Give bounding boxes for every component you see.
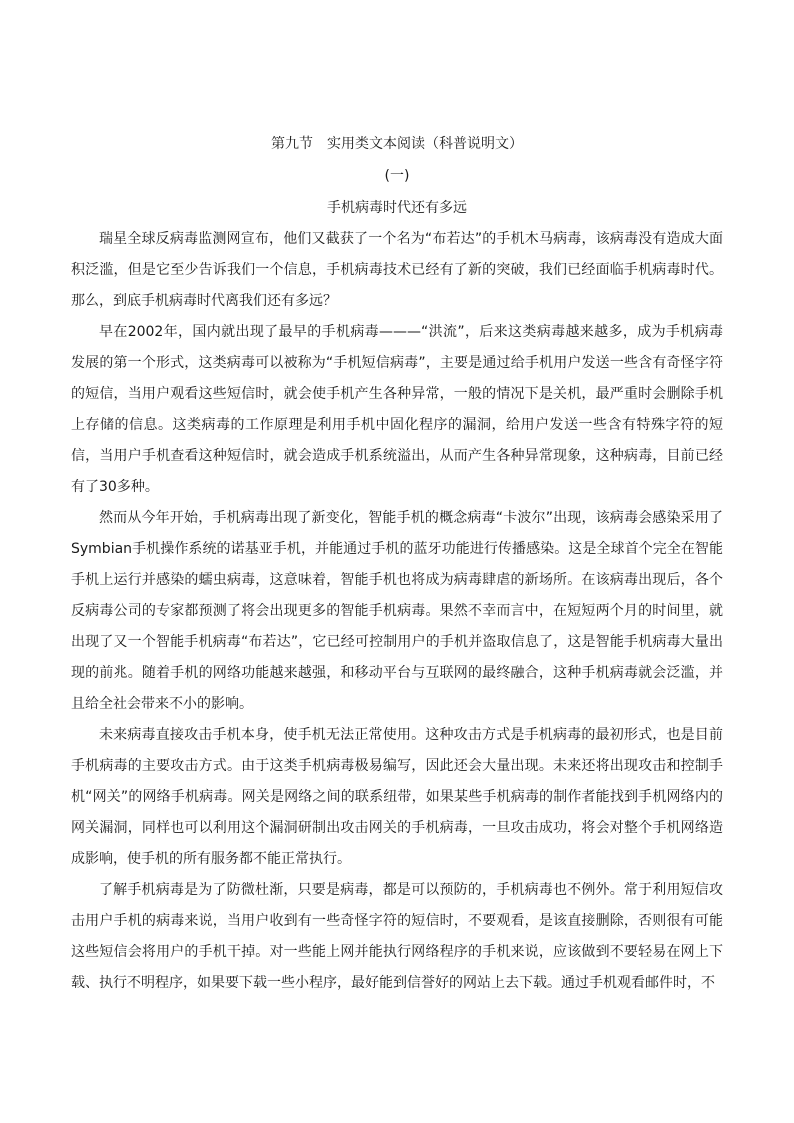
article-body — [71, 224, 723, 999]
paragraph-3: 然而从今年开始，手机病毒出现了新变化，智能手机的概念病毒“卡波尔”出现，该病毒会感染采用了Symbian手机操作系统的诺基亚手机，并能通过手机的蓝牙功能进行传播感染。这是全球首个完全在智能手机上运行并感染的蠕虫病毒，这意味着，智能手机也将成为病毒肆虐的新场所。在该病毒出现后，各个反病毒公司的专家都预测了将会出现更多的智能手机病毒。果然不幸而言中，在短短两个月的时间里，就出现了又一个智能手机病毒“布若达”，它已经可控制用户的手机并盗取信息了，这是智能手机病毒大量出现的前兆。随着手机的网络功能越来越强，和移动平台与互联网的最终融合，这种手机病毒就会泛滥，并且给全社会带来不小的影响。 — [71, 510, 723, 712]
section-heading — [71, 128, 723, 160]
part-label: (一) — [384, 168, 410, 184]
article-title: 手机病毒时代还有多远 — [327, 200, 467, 216]
paragraph-1: 瑞星全球反病毒监测网宣布，他们又截获了一个名为“布若达”的手机木马病毒，该病毒没有造成大面积泛滥，但是它至少告诉我们一个信息，手机病毒技术已经有了新的突破，我们已经面临手机病毒时代。那么，到底手机病毒时代离我们还有多远？ — [71, 231, 723, 309]
paragraph-5: 了解手机病毒是为了防微杜渐，只要是病毒，都是可以预防的，手机病毒也不例外。常于利用短信攻击用户手机的病毒来说，当用户收到有一些奇怪字符的短信时，不要观看，是该直接删除，否则很有可能这些短信会将用户的手机干掉。对一些能上网并能执行网络程序的手机来说，应该做到不要轻易在网上下载、执行不明程序，如果要下载一些小程序，最好能到信誉好的网站上去下载。通过手机观看邮件时，不 — [71, 882, 723, 991]
section-number: 第九节 — [271, 136, 313, 152]
document-content — [71, 128, 723, 999]
section-title: 实用类文本阅读（科普说明文） — [327, 136, 523, 152]
paragraph-4: 未来病毒直接攻击手机本身，使手机无法正常使用。这种攻击方式是手机病毒的最初形式，也是目前手机病毒的主要攻击方式。由于这类手机病毒极易编写，因此还会大量出现。未来还将出现攻击和控制手机“网关”的网络手机病毒。网关是网络之间的联系纽带，如果某些手机病毒的制作者能找到手机网络内的网关漏洞，同样也可以利用这个漏洞研制出攻击网关的手机病毒，一旦攻击成功，将会对整个手机网络造成影响，使手机的所有服务都不能正常执行。 — [71, 727, 723, 867]
paragraph-2: 早在2002年，国内就出现了最早的手机病毒———“洪流”，后来这类病毒越来越多，成为手机病毒发展的第一个形式，这类病毒可以被称为“手机短信病毒”，主要是通过给手机用户发送一些含有奇怪字符的短信，当用户观看这些短信时，就会使手机产生各种异常，一般的情况下是关机，最严重时会删除手机上存储的信息。这类病毒的工作原理是利用手机中固化程序的漏洞，给用户发送一些含有特殊字符的短信，当用户手机查看这种短信时，就会造成手机系统溢出，从而产生各种异常现象，这种病毒，目前已经有了30多种。 — [71, 324, 723, 495]
